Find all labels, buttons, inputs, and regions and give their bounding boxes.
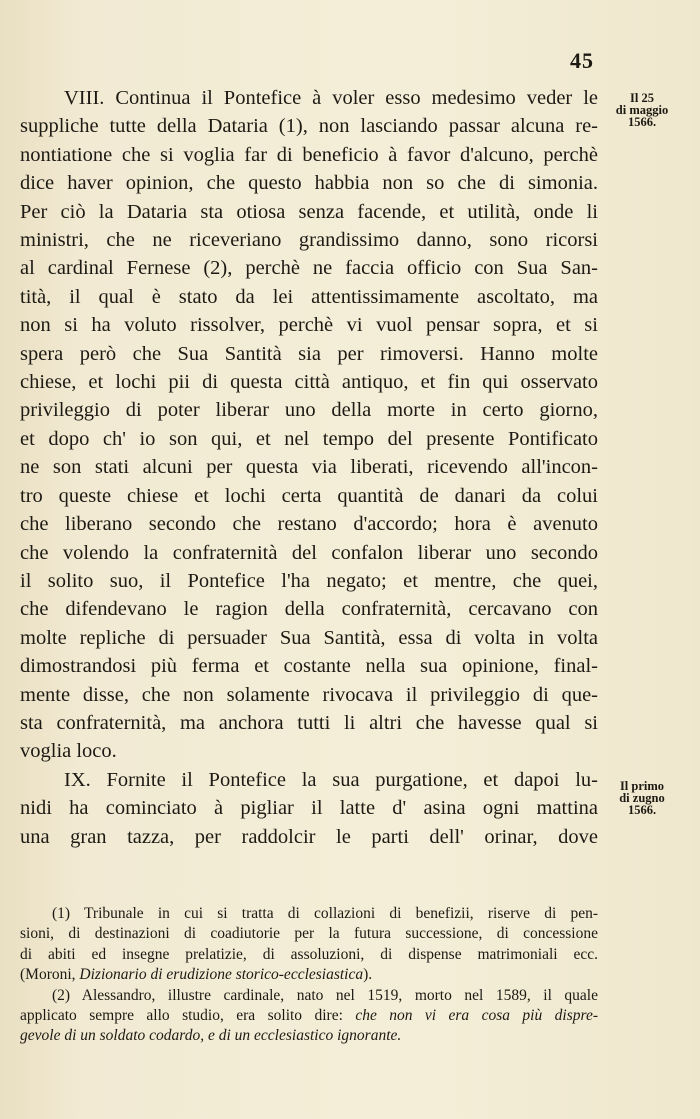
margin-note-line: Il 25: [630, 91, 654, 105]
text-line: voglia loco.: [20, 740, 117, 763]
text-line: privileggio di poter liberar uno della morte in certo giorno,: [20, 399, 598, 422]
footnotes: [20, 904, 598, 1047]
page-number: 45: [570, 48, 594, 73]
footnote-line: (2) Alessandro, illustre cardinale, nato nel 1519, morto nel 1589, il quale: [52, 986, 598, 1004]
text-line: il solito suo, il Pontefice l'ha negato; et mentre, che quei,: [20, 569, 598, 592]
text-line: dice haver opinion, che questo habbia non so che di simonia.: [20, 172, 598, 195]
text-line: et dopo ch' io son qui, et nel tempo del presente Pontificato: [20, 427, 598, 450]
text-line: chiese, et lochi pii di questa città antiquo, et fin qui osservato: [20, 371, 598, 394]
text-line: molte repliche di persuader Sua Santità, essa di volta in volta: [20, 626, 598, 649]
text-line: spera però che Sua Santità sia per rimoversi. Hanno molte: [20, 342, 598, 365]
text-line: nontiatione che si voglia far di beneficio à favor d'alcuno, perchè: [20, 143, 598, 166]
footnote-line: (1) Tribunale in cui si tratta di collazioni di benefizii, riserve di pen-: [52, 905, 598, 922]
main-text: [20, 84, 598, 851]
footnote-1: [20, 904, 598, 986]
text-line: sta confraternità, ma anchora tutti li altri che havesse qual si: [20, 711, 598, 734]
margin-note-line: 1566.: [627, 803, 657, 817]
footnote-italic-quote: che non vi era cosa più dispre-: [355, 1007, 598, 1025]
text-line: una gran tazza, per raddolcir le parti dell' orinar, dove: [20, 825, 598, 848]
margin-note-line: di maggio: [615, 103, 669, 117]
text-line: dimostrandosi più ferma et costante nella sua opinione, final-: [20, 655, 598, 678]
footnote-text: (Moroni,: [20, 966, 80, 984]
margin-note-line: 1566.: [627, 115, 657, 129]
margin-note-date-2: [604, 780, 680, 816]
text-line: che liberano secondo che restano d'accordo; hora è avenuto: [20, 513, 598, 536]
text-line: tità, il qual è stato da lei attentissimamente ascoltato, ma: [20, 285, 598, 308]
text-line: ministri, che ne riceveriano grandissimo danno, sono ricorsi: [20, 229, 598, 252]
text-line: suppliche tutte della Dataria (1), non lasciando passar alcuna re-: [20, 115, 598, 138]
margin-note-line: Il primo: [619, 779, 665, 793]
text-line: Per ciò la Dataria sta otiosa senza facende, et utilità, onde li: [20, 200, 598, 223]
text-line: che volendo la confraternità del confalon liberar uno secondo: [20, 541, 598, 564]
text-line: IX. Fornite il Pontefice la sua purgatione, et dapoi lu-: [64, 768, 598, 791]
footnote-2: [20, 986, 598, 1047]
footnote-line: [20, 1026, 598, 1046]
text-line: non si ha voluto rissolver, perchè vi vuol pensar sopra, et si: [20, 314, 598, 337]
text-line: che difendevano le ragion della confraternità, cercavano con: [20, 598, 598, 621]
footnote-italic-title: Dizionario di erudizione storico-ecclesiastica: [79, 966, 364, 984]
text-line: mente disse, che non solamente rivocava il privileggio di que-: [20, 683, 598, 706]
text-line: tro queste chiese et lochi certa quantità de danari da colui: [20, 484, 598, 507]
footnote-text: ).: [363, 966, 373, 984]
margin-note-date-1: [604, 92, 680, 128]
footnote-line: sioni, di destinazioni di coadiutorie per la futura successione, di concessione: [20, 925, 598, 943]
footnote-line: [20, 1006, 598, 1026]
footnote-text: applicato sempre allo studio, era solito dire:: [20, 1007, 356, 1025]
paragraph-ix: [20, 766, 598, 851]
text-line: ne son stati alcuni per questa via liberati, ricevendo all'incon-: [20, 456, 598, 479]
text-line: al cardinal Fernese (2), perchè ne faccia officio con Sua San-: [20, 257, 598, 280]
footnote-line: [20, 965, 598, 985]
footnote-italic-quote: gevole di un soldato codardo, e di un ecclesiastico ignorante.: [20, 1027, 402, 1045]
text-line: nidi ha cominciato à pigliar il latte d' asina ogni mattina: [20, 797, 598, 820]
text-line: VIII. Continua il Pontefice à voler esso medesimo veder le: [64, 87, 598, 109]
margin-note-line: di zugno: [619, 791, 665, 805]
paragraph-viii: [20, 84, 598, 766]
footnote-line: di abiti ed insegne prelatizie, di assoluzioni, di dispense matrimoniali ecc.: [20, 945, 598, 963]
